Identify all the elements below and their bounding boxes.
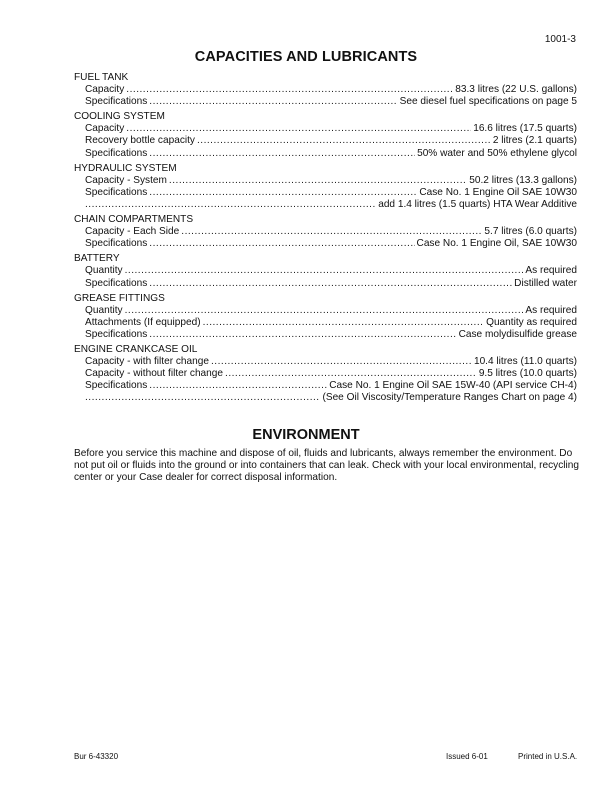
dot-leader <box>149 380 327 392</box>
spec-label: Capacity <box>85 123 125 135</box>
section-title: ENGINE CRANKCASE OIL <box>74 343 198 355</box>
footer-issued: Issued 6-01 <box>446 752 488 761</box>
spec-value: Quantity as required <box>486 316 577 328</box>
dot-leader <box>203 317 485 329</box>
page-number: 1001-3 <box>544 34 576 45</box>
page-title: CAPACITIES AND LUBRICANTS <box>194 49 418 65</box>
spec-value: 50.2 litres (13.3 gallons) <box>469 174 577 186</box>
spec-value: 10.4 litres (11.0 quarts) <box>473 356 577 368</box>
dot-leader <box>225 368 477 380</box>
spec-label: Specifications <box>85 238 148 250</box>
spec-label: Capacity - Each Side <box>85 226 180 238</box>
spec-value: Case molydisulfide grease <box>458 328 577 340</box>
spec-row <box>74 380 577 392</box>
spec-label: Quantity <box>85 265 123 277</box>
spec-row <box>74 187 577 199</box>
spec-value: Case No. 1 Engine Oil SAE 10W30 <box>419 186 577 198</box>
dot-leader <box>149 148 415 160</box>
spec-label: Capacity <box>85 84 125 96</box>
spec-value: Case No. 1 Engine Oil, SAE 10W30 <box>416 238 577 250</box>
spec-value: 9.5 litres (10.0 quarts) <box>478 368 577 380</box>
spec-value: As required <box>525 265 577 277</box>
spec-row <box>74 356 577 368</box>
spec-row <box>74 135 577 147</box>
spec-row <box>74 368 577 380</box>
spec-row <box>74 123 577 135</box>
spec-label: Recovery bottle capacity <box>85 135 195 147</box>
spec-value: Case No. 1 Engine Oil SAE 15W-40 (API service CH-4) <box>329 380 577 392</box>
spec-row <box>74 317 577 329</box>
spec-value: 83.3 litres (22 U.S. gallons) <box>455 84 577 96</box>
spec-value: 5.7 litres (6.0 quarts) <box>484 226 577 238</box>
spec-label: Quantity <box>85 304 123 316</box>
dot-leader <box>149 96 397 108</box>
dot-leader <box>126 123 471 135</box>
spec-value: add 1.4 litres (1.5 quarts) HTA Wear Additive <box>378 198 577 210</box>
dot-leader <box>85 392 320 404</box>
dot-leader <box>211 356 472 368</box>
spec-label: Specifications <box>85 277 148 289</box>
dot-leader <box>149 329 456 341</box>
dot-leader <box>197 135 491 147</box>
spec-value: As required <box>525 304 577 316</box>
section-title: CHAIN COMPARTMENTS <box>74 214 194 226</box>
spec-row <box>74 265 577 277</box>
dot-leader <box>169 175 467 187</box>
spec-row <box>74 175 577 187</box>
spec-value: 16.6 litres (17.5 quarts) <box>473 123 577 135</box>
spec-label: Specifications <box>85 147 148 159</box>
spec-value: (See Oil Viscosity/Temperature Ranges Chart on page 4) <box>322 392 577 404</box>
section-title: COOLING SYSTEM <box>74 111 165 123</box>
spec-row <box>74 278 577 290</box>
spec-label: Specifications <box>85 186 148 198</box>
section-title: BATTERY <box>74 253 120 265</box>
spec-row <box>74 199 577 211</box>
dot-leader <box>149 187 417 199</box>
section-title: GREASE FITTINGS <box>74 292 165 304</box>
spec-row <box>74 148 577 160</box>
spec-label: Attachments (If equipped) <box>85 316 201 328</box>
spec-row <box>74 392 577 404</box>
section-title: FUEL TANK <box>74 72 129 83</box>
spec-value: See diesel fuel specifications on page 5 <box>399 96 577 108</box>
environment-heading: ENVIRONMENT <box>252 427 360 443</box>
dot-leader <box>125 265 524 277</box>
spec-row <box>74 84 577 96</box>
spec-row <box>74 238 577 250</box>
spec-row <box>74 226 577 238</box>
environment-paragraph: Before you service this machine and dispose of oil, fluids and lubricants, always remember the environment. Do not put oil or fluids into the ground or into containers that can leak. Check with your local environmental, recycling center or your Case dealer for correct disposal information. <box>74 448 579 484</box>
dot-leader <box>126 84 453 96</box>
spec-value: 2 litres (2.1 quarts) <box>492 135 577 147</box>
spec-label: Specifications <box>85 96 148 108</box>
spec-row <box>74 329 577 341</box>
footer-doc-number: Bur 6-43320 <box>74 752 119 761</box>
dot-leader <box>85 199 376 211</box>
spec-label: Capacity - without filter change <box>85 368 224 380</box>
spec-value: 50% water and 50% ethylene glycol <box>417 147 577 159</box>
dot-leader <box>149 238 414 250</box>
spec-label: Capacity - with filter change <box>85 356 209 368</box>
spec-label: Specifications <box>85 328 148 340</box>
dot-leader <box>181 226 482 238</box>
footer-printed: Printed in U.S.A. <box>518 752 578 761</box>
capacities-list <box>74 72 577 404</box>
spec-value: Distilled water <box>514 277 577 289</box>
dot-leader <box>149 278 512 290</box>
section-title: HYDRAULIC SYSTEM <box>74 162 177 174</box>
dot-leader <box>125 305 524 317</box>
spec-row <box>74 305 577 317</box>
spec-label: Specifications <box>85 380 148 392</box>
spec-row <box>74 96 577 108</box>
spec-label: Capacity - System <box>85 174 167 186</box>
